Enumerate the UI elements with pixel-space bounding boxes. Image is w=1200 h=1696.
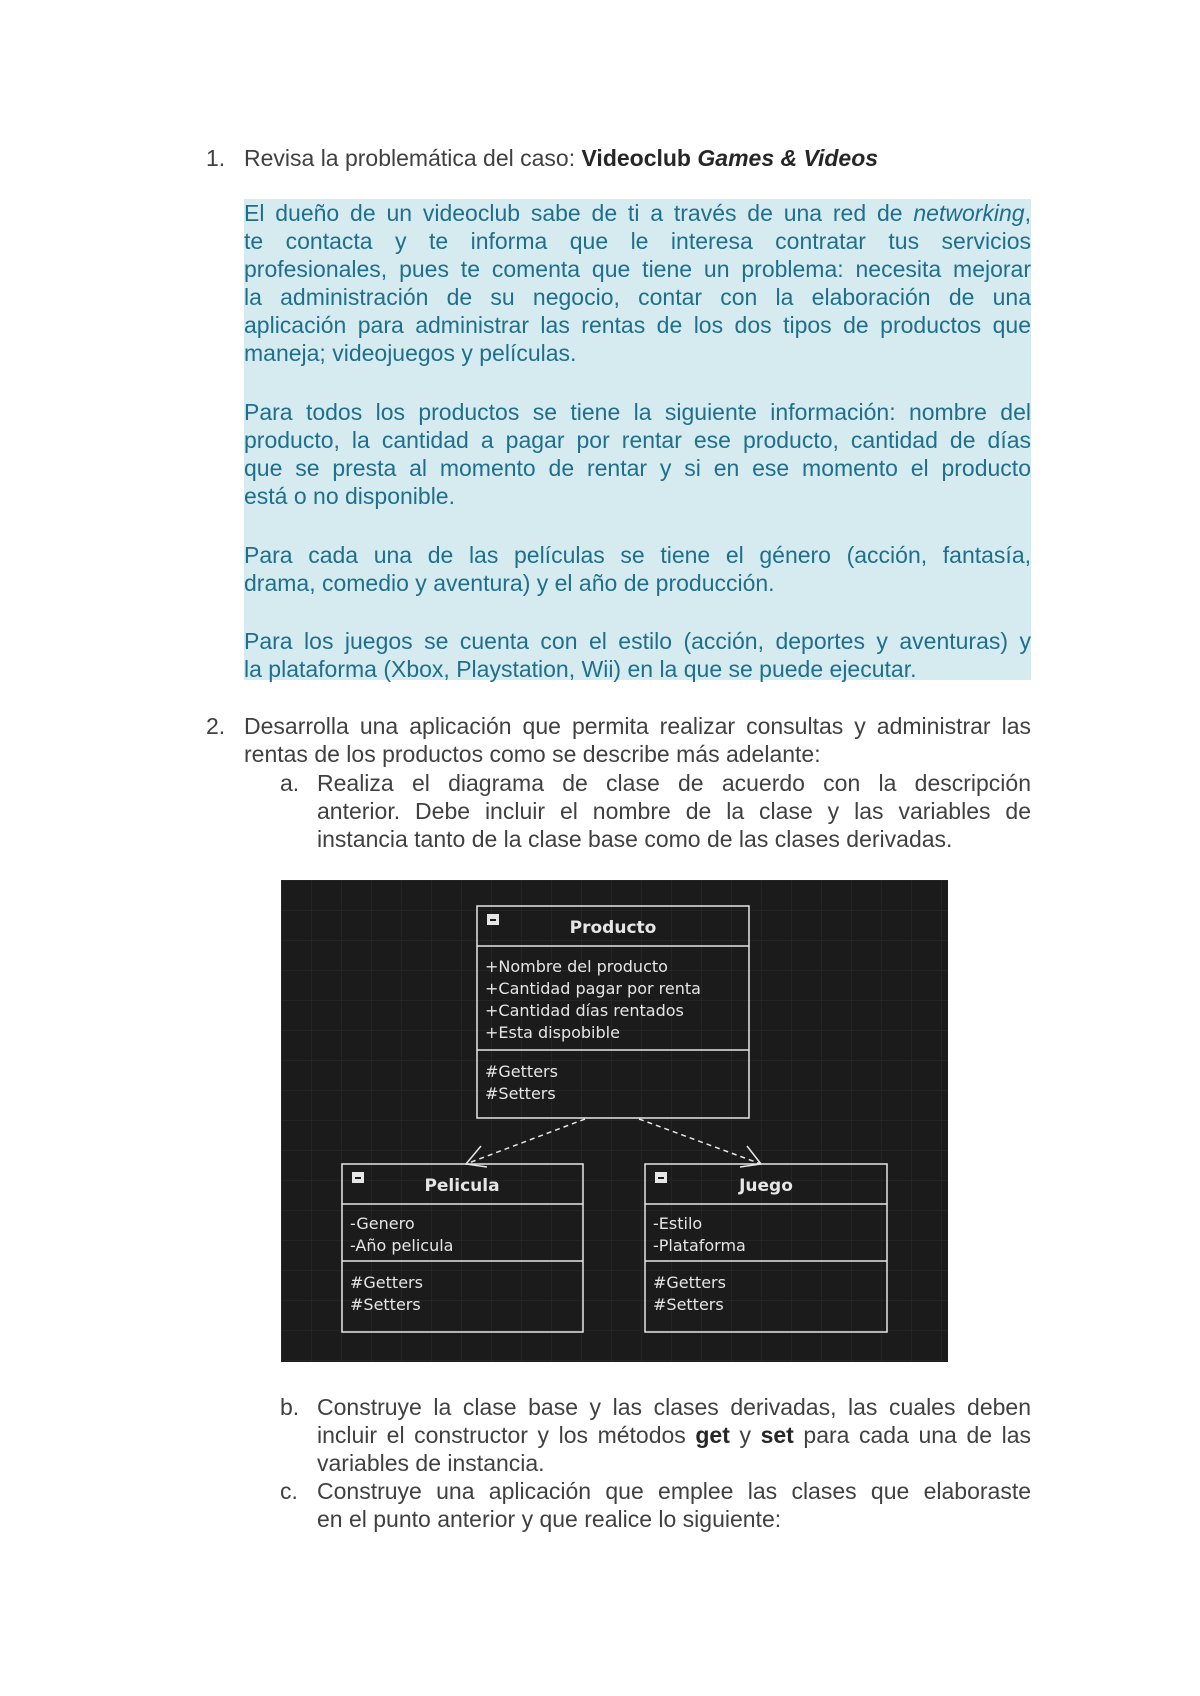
class-name-pelicula: Pelicula bbox=[424, 1176, 500, 1196]
item-a-text bbox=[317, 769, 1031, 853]
item-b-line1: Construye la clase base y las clases derivadas, las cuales deben bbox=[317, 1394, 1031, 1420]
item-b-text bbox=[317, 1393, 1031, 1477]
class-diagram bbox=[281, 880, 948, 1362]
item-2-number: 2. bbox=[206, 713, 226, 739]
juego-method-2: #Setters bbox=[653, 1295, 724, 1314]
case-p2-line4: está o no disponible. bbox=[244, 483, 455, 509]
pelicula-method-1: #Getters bbox=[350, 1273, 423, 1292]
producto-method-2: #Setters bbox=[485, 1084, 556, 1103]
case-p1-line1-comma: , bbox=[1024, 200, 1031, 226]
case-title-bold: Videoclub bbox=[581, 145, 698, 171]
class-name-juego: Juego bbox=[739, 1176, 793, 1196]
case-p2-line3: que se presta al momento de rentar y si en ese momento el producto bbox=[244, 455, 1031, 481]
case-p1-line1: El dueño de un videoclub sabe de ti a través de una red de bbox=[244, 200, 914, 226]
pelicula-method-2: #Setters bbox=[350, 1295, 421, 1314]
item-1-number: 1. bbox=[206, 145, 226, 171]
item-2-text bbox=[244, 712, 1031, 768]
juego-method-1: #Getters bbox=[653, 1273, 726, 1292]
case-p1-line4: la administración de su negocio, contar con la elaboración de una bbox=[244, 284, 1031, 310]
case-p1-line3: profesionales, pues te comenta que tiene un problema: necesita mejorar bbox=[244, 256, 1031, 282]
case-paragraph-4 bbox=[244, 627, 1031, 683]
case-p2-line2: producto, la cantidad a pagar por rentar ese producto, cantidad de días bbox=[244, 427, 1031, 453]
item-c-letter: c. bbox=[280, 1478, 298, 1504]
producto-attr-4: +Esta dispobible bbox=[485, 1023, 620, 1042]
pelicula-attr-2: -Año pelicula bbox=[350, 1236, 454, 1255]
item-b-letter: b. bbox=[280, 1394, 300, 1420]
networking-italic: networking bbox=[913, 200, 1025, 226]
case-paragraph-2 bbox=[244, 398, 1031, 510]
case-paragraph-3 bbox=[244, 541, 1031, 597]
item-a-line1: Realiza el diagrama de clase de acuerdo con la descripción bbox=[317, 770, 1031, 796]
juego-attr-1: -Estilo bbox=[653, 1214, 703, 1233]
item-2-line2: rentas de los productos como se describe más adelante: bbox=[244, 741, 821, 767]
item-c-line1: Construye una aplicación que emplee las clases que elaboraste bbox=[317, 1478, 1031, 1504]
item-1-heading bbox=[244, 144, 1044, 172]
case-p2-line1: Para todos los productos se tiene la siguiente información: nombre del bbox=[244, 399, 1031, 425]
item-a-letter: a. bbox=[280, 770, 300, 796]
case-p1-line2: te contacta y te informa que le interesa contratar tus servicios bbox=[244, 228, 1031, 254]
case-p4-line1: Para los juegos se cuenta con el estilo (acción, deportes y aventuras) y bbox=[244, 628, 1031, 654]
keyword-set: set bbox=[760, 1422, 794, 1448]
producto-attr-1: +Nombre del producto bbox=[485, 957, 668, 976]
item-b-line2-y: y bbox=[729, 1422, 761, 1448]
item-c-text bbox=[317, 1477, 1031, 1533]
case-p1-line6: maneja; videojuegos y películas. bbox=[244, 340, 577, 366]
case-paragraph-1 bbox=[244, 199, 1031, 367]
producto-attr-3: +Cantidad días rentados bbox=[485, 1001, 684, 1020]
item-a-line3: instancia tanto de la clase base como de las clases derivadas. bbox=[317, 826, 953, 852]
producto-method-1: #Getters bbox=[485, 1062, 558, 1081]
item-a-line2: anterior. Debe incluir el nombre de la clase y las variables de bbox=[317, 798, 1031, 824]
pelicula-attr-1: -Genero bbox=[350, 1214, 415, 1233]
item-2-line1: Desarrolla una aplicación que permita realizar consultas y administrar las bbox=[244, 713, 1031, 739]
item-b-line2a: incluir el constructor y los métodos bbox=[317, 1422, 696, 1448]
case-p3-line2: drama, comedio y aventura) y el año de producción. bbox=[244, 570, 775, 596]
item-c-line2: en el punto anterior y que realice lo siguiente: bbox=[317, 1506, 782, 1532]
item-b-line2b: para cada una de las bbox=[793, 1422, 1032, 1448]
class-name-producto: Producto bbox=[569, 918, 657, 938]
juego-attr-2: -Plataforma bbox=[653, 1236, 746, 1255]
producto-attr-2: +Cantidad pagar por renta bbox=[485, 979, 701, 998]
item-b-line3: variables de instancia. bbox=[317, 1450, 545, 1476]
case-title-italic: Games & Videos bbox=[697, 145, 879, 171]
case-p1-line5: aplicación para administrar las rentas de los dos tipos de productos que bbox=[244, 312, 1031, 338]
case-p3-line1: Para cada una de las películas se tiene el género (acción, fantasía, bbox=[244, 542, 1031, 568]
item-1-intro: Revisa la problemática del caso: bbox=[244, 145, 582, 171]
keyword-get: get bbox=[695, 1422, 730, 1448]
case-p4-line2: la plataforma (Xbox, Playstation, Wii) en la que se puede ejecutar. bbox=[244, 656, 917, 682]
